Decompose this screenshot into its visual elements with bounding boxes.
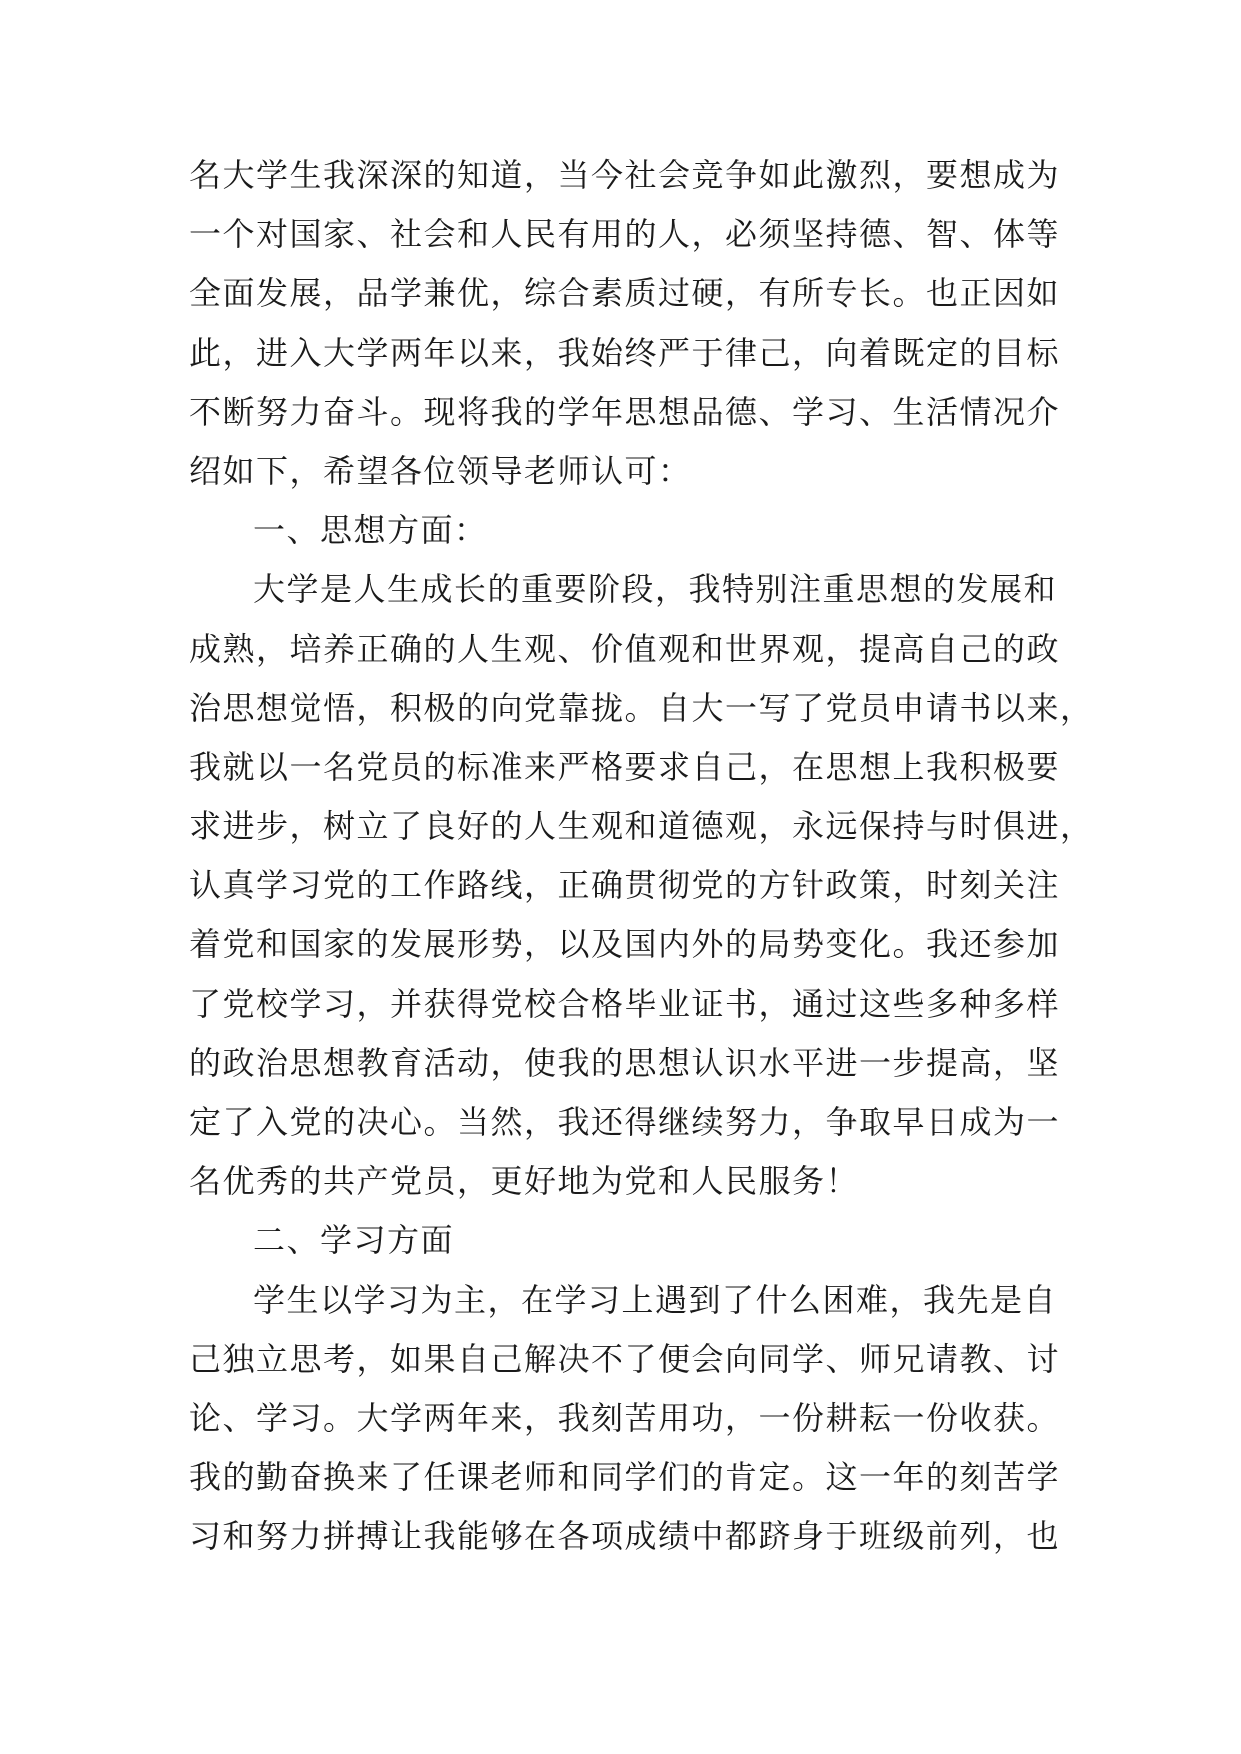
- text-line: 此，进入大学两年以来，我始终严于律己，向着既定的目标: [189, 333, 1061, 372]
- text-line: 定了入党的决心。当然，我还得继续努力，争取早日成为一: [189, 1103, 1061, 1141]
- section-heading-study: 二、学习方面: [253, 1221, 455, 1260]
- text-line: 名大学生我深深的知道，当今社会竞争如此激烈，要想成为: [189, 156, 1061, 194]
- text-line: 成熟，培养正确的人生观、价值观和世界观，提高自己的政: [189, 629, 1061, 668]
- text-line: 了党校学习，并获得党校合格毕业证书，通过这些多种多样: [189, 984, 1061, 1023]
- paragraph-first-line: 大学是人生成长的重要阶段，我特别注重思想的发展和: [253, 570, 1058, 609]
- section-heading-thought: 一、思想方面：: [253, 511, 488, 550]
- text-line: 的政治思想教育活动，使我的思想认识水平进一步提高，坚: [189, 1043, 1061, 1082]
- text-line: 着党和国家的发展形势，以及国内外的局势变化。我还参加: [189, 925, 1061, 964]
- document-body: [189, 146, 1094, 1567]
- text-line: 求进步，树立了良好的人生观和道德观，永远保持与时俱进，: [189, 807, 1094, 846]
- text-line: 不断努力奋斗。现将我的学年思想品德、学习、生活情况介: [189, 392, 1061, 431]
- text-line: 习和努力拼搏让我能够在各项成绩中都跻身于班级前列，也: [189, 1517, 1061, 1556]
- text-line: 一个对国家、社会和人民有用的人，必须坚持德、智、体等: [189, 215, 1061, 254]
- text-line: 认真学习党的工作路线，正确贯彻党的方针政策，时刻关注: [189, 866, 1061, 905]
- text-line: 绍如下，希望各位领导老师认可：: [189, 451, 692, 490]
- text-line: 我的勤奋换来了任课老师和同学们的肯定。这一年的刻苦学: [189, 1458, 1061, 1497]
- text-line: 名优秀的共产党员，更好地为党和人民服务！: [189, 1162, 860, 1201]
- text-line: 我就以一名党员的标准来严格要求自己，在思想上我积极要: [189, 747, 1061, 786]
- text-line: 论、学习。大学两年来，我刻苦用功，一份耕耘一份收获。: [189, 1398, 1061, 1437]
- text-line: 治思想觉悟，积极的向党靠拢。自大一写了党员申请书以来，: [189, 688, 1094, 727]
- text-line: 全面发展，品学兼优，综合素质过硬，有所专长。也正因如: [189, 274, 1061, 313]
- text-line: 己独立思考，如果自己解决不了便会向同学、师兄请教、讨: [189, 1339, 1061, 1378]
- paragraph-first-line: 学生以学习为主，在学习上遇到了什么困难，我先是自: [253, 1280, 1058, 1319]
